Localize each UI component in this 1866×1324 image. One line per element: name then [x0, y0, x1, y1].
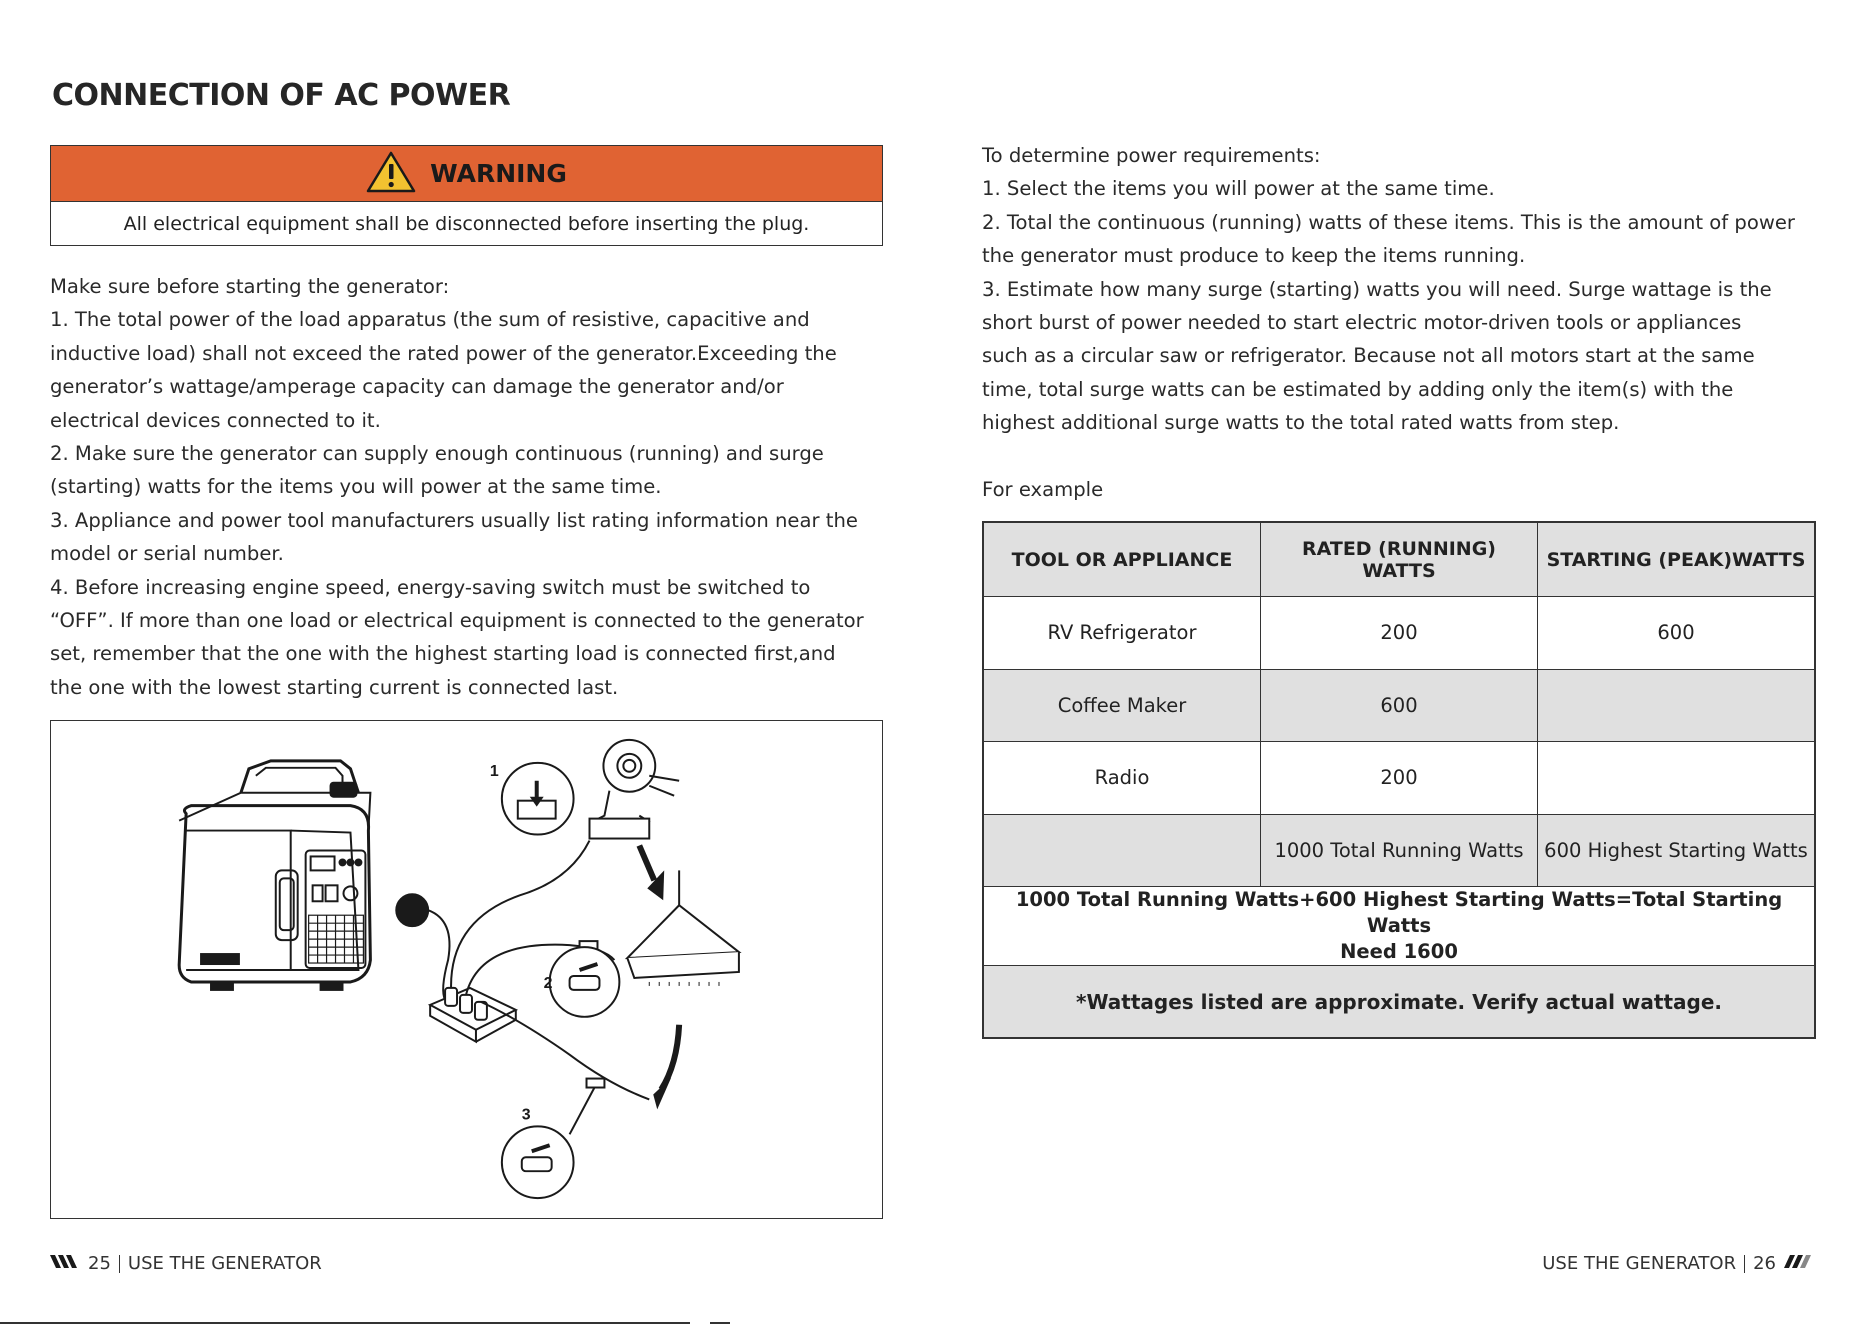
table-cell: 200 — [1261, 597, 1538, 670]
generator-connection-figure — [50, 720, 883, 1219]
footer-divider — [1744, 1255, 1745, 1273]
table-row — [984, 669, 1815, 742]
left-text-line: 1. The total power of the load apparatus (the sum of resistive, capacitive and — [50, 308, 810, 332]
table-header: TOOL OR APPLIANCE — [984, 523, 1261, 597]
warning-triangle-icon — [366, 150, 416, 198]
left-text-line: generator’s wattage/amperage capacity can damage the generator and/or — [50, 375, 784, 399]
right-text-line: the generator must produce to keep the items running. — [982, 244, 1526, 268]
example-label: For example — [982, 478, 1104, 501]
power-table — [982, 521, 1816, 1039]
table-cell: 200 — [1261, 742, 1538, 815]
right-text-line: such as a circular saw or refrigerator. Because not all motors start at the same — [982, 344, 1755, 368]
left-instructions — [50, 270, 864, 704]
right-text-line: 3. Estimate how many surge (starting) watts you will need. Surge wattage is the — [982, 277, 1772, 301]
left-text-line: Make sure before starting the generator: — [50, 275, 450, 298]
table-cell: Coffee Maker — [984, 669, 1261, 742]
step-label: 2 — [543, 974, 553, 992]
generator-illustration — [51, 721, 882, 1218]
left-text-line: 4. Before increasing engine speed, energy-saving switch must be switched to — [50, 575, 811, 599]
step-label: 1 — [489, 762, 499, 780]
warning-text: All electrical equipment shall be disconnected before inserting the plug. — [123, 212, 810, 235]
table-header: RATED (RUNNING) WATTS — [1261, 523, 1538, 597]
right-text-line: 2. Total the continuous (running) watts of these items. This is the amount of power — [982, 210, 1795, 234]
left-text-line: the one with the lowest starting current is connected last. — [50, 675, 619, 699]
footer-page-number: 25 — [88, 1253, 111, 1274]
table-row — [984, 814, 1815, 887]
left-text-line: model or serial number. — [50, 542, 284, 566]
warning-label: WARNING — [430, 159, 567, 188]
left-text-line: (starting) watts for the items you will power at the same time. — [50, 475, 662, 499]
right-text-line: highest additional surge watts to the total rated watts from step. — [982, 411, 1620, 435]
left-text-line: 3. Appliance and power tool manufacturers usually list rating information near the — [50, 508, 858, 532]
warning-header — [51, 146, 882, 202]
table-cell: 600 — [1261, 669, 1538, 742]
stripes-icon — [50, 1253, 80, 1274]
total-line: Need 1600 — [1340, 940, 1458, 964]
footer-right — [1542, 1253, 1814, 1274]
left-text-line: inductive load) shall not exceed the rated power of the generator.Exceeding the — [50, 341, 837, 365]
left-text-line: set, remember that the one with the highest starting load is connected first,and — [50, 642, 836, 666]
footer-left — [50, 1253, 322, 1274]
table-cell: Radio — [984, 742, 1261, 815]
right-instructions — [982, 139, 1795, 440]
left-text-line: “OFF”. If more than one load or electrical equipment is connected to the generator — [50, 609, 864, 633]
stripes-icon — [1784, 1253, 1814, 1274]
right-text-line: time, total surge watts can be estimated by adding only the item(s) with the — [982, 377, 1734, 401]
page-title: CONNECTION OF AC POWER — [52, 78, 511, 113]
right-text-line: 1. Select the items you will power at the same time. — [982, 177, 1495, 201]
table-header: STARTING (PEAK)WATTS — [1538, 523, 1815, 597]
table-cell — [984, 814, 1261, 887]
total-calculation — [984, 887, 1815, 966]
footer-section: USE THE GENERATOR — [1542, 1253, 1737, 1274]
total-line: 1000 Total Running Watts+600 Highest Starting Watts=Total Starting Watts — [1015, 888, 1783, 938]
footer-page-number: 26 — [1753, 1253, 1776, 1274]
left-text-line: 2. Make sure the generator can supply enough continuous (running) and surge — [50, 442, 824, 466]
table-cell — [1538, 669, 1815, 742]
warning-box — [50, 145, 883, 246]
table-cell: 600 Highest Starting Watts — [1538, 814, 1815, 887]
table-row — [984, 597, 1815, 670]
footer-section: USE THE GENERATOR — [127, 1253, 322, 1274]
table-row — [984, 742, 1815, 815]
table-cell: RV Refrigerator — [984, 597, 1261, 670]
table-cell — [1538, 742, 1815, 815]
table-cell: 600 — [1538, 597, 1815, 670]
right-text-line: To determine power requirements: — [982, 144, 1321, 167]
step-label: 3 — [521, 1106, 531, 1124]
left-text-line: electrical devices connected to it. — [50, 408, 381, 432]
wattage-note: *Wattages listed are approximate. Verify actual wattage. — [984, 966, 1815, 1038]
table-cell: 1000 Total Running Watts — [1261, 814, 1538, 887]
footer-divider — [119, 1255, 120, 1273]
right-text-line: short burst of power needed to start electric motor-driven tools or appliances — [982, 311, 1742, 335]
